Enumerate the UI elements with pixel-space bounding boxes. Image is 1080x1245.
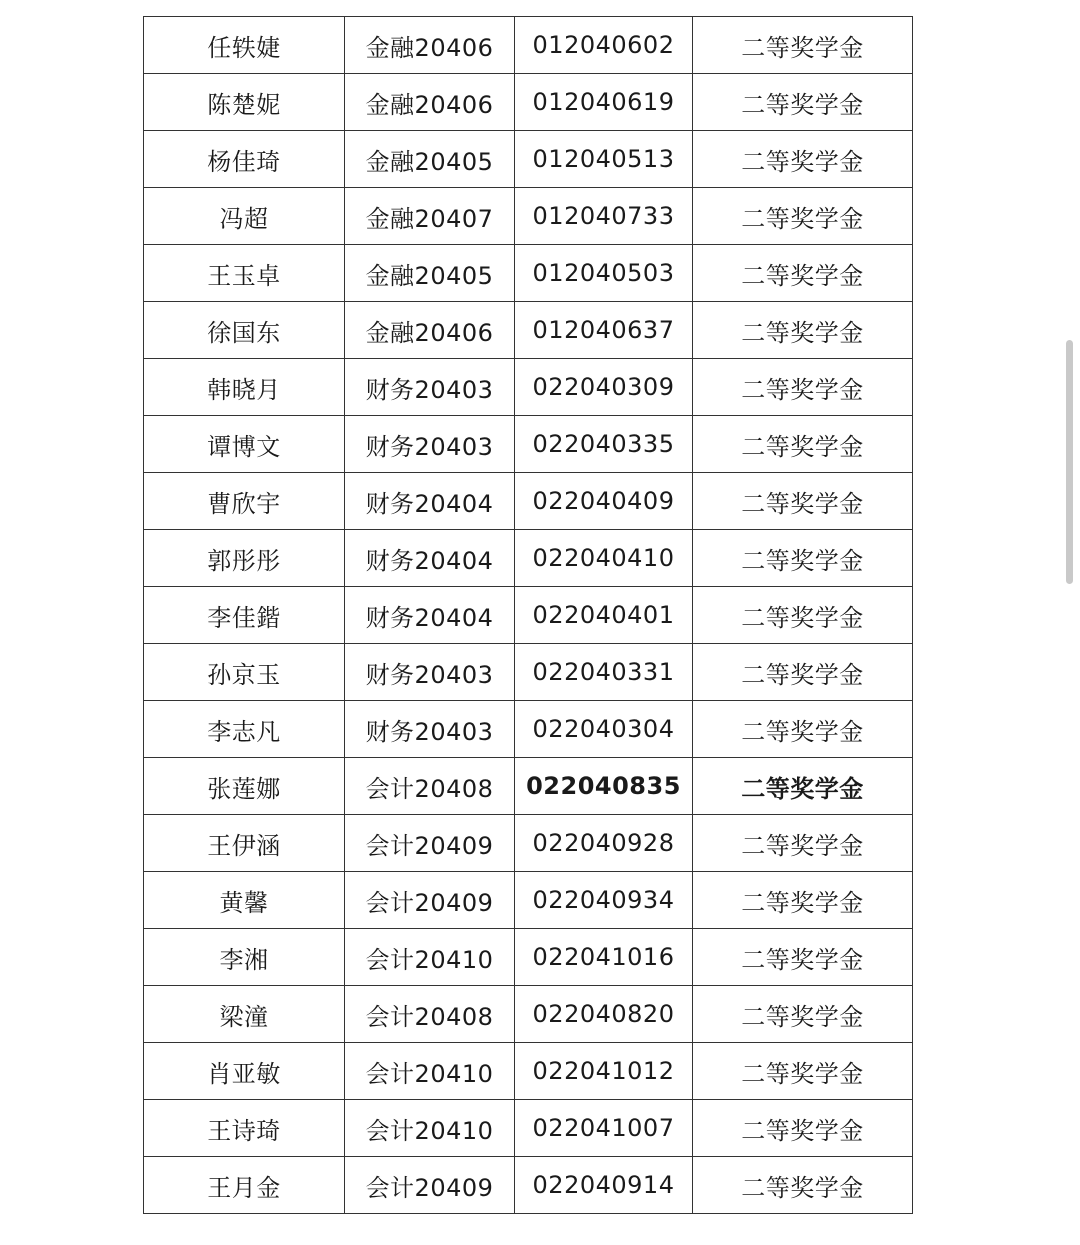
award-type: 二等奖学金 — [693, 929, 913, 986]
student-id: 012040602 — [515, 17, 693, 74]
table-row — [144, 74, 913, 131]
student-name: 王伊涵 — [144, 815, 345, 872]
student-id: 022041016 — [515, 929, 693, 986]
student-name: 曹欣宇 — [144, 473, 345, 530]
table-row — [144, 1100, 913, 1157]
award-type: 二等奖学金 — [693, 131, 913, 188]
student-id: 022040401 — [515, 587, 693, 644]
table-row — [144, 359, 913, 416]
class-name: 会计20409 — [345, 872, 515, 929]
table-row — [144, 530, 913, 587]
student-id: 022040934 — [515, 872, 693, 929]
award-type: 二等奖学金 — [693, 1100, 913, 1157]
class-name: 财务20403 — [345, 416, 515, 473]
award-type: 二等奖学金 — [693, 986, 913, 1043]
award-type: 二等奖学金 — [693, 473, 913, 530]
table-row — [144, 1043, 913, 1100]
table-row — [144, 929, 913, 986]
class-name: 财务20404 — [345, 530, 515, 587]
scholarship-list — [143, 16, 912, 1214]
student-id: 022040835 — [515, 758, 693, 815]
table-row — [144, 872, 913, 929]
class-name: 会计20410 — [345, 1043, 515, 1100]
student-name: 谭博文 — [144, 416, 345, 473]
award-type: 二等奖学金 — [693, 644, 913, 701]
student-id: 022041012 — [515, 1043, 693, 1100]
table-row — [144, 986, 913, 1043]
class-name: 金融20406 — [345, 17, 515, 74]
student-name: 张莲娜 — [144, 758, 345, 815]
table-row — [144, 416, 913, 473]
student-id: 012040619 — [515, 74, 693, 131]
student-name: 韩晓月 — [144, 359, 345, 416]
student-name: 李湘 — [144, 929, 345, 986]
table-row — [144, 131, 913, 188]
class-name: 金融20406 — [345, 74, 515, 131]
student-id: 022040309 — [515, 359, 693, 416]
student-name: 梁潼 — [144, 986, 345, 1043]
student-name: 王月金 — [144, 1157, 345, 1214]
student-name: 孙京玉 — [144, 644, 345, 701]
class-name: 金融20405 — [345, 131, 515, 188]
class-name: 财务20403 — [345, 701, 515, 758]
vertical-scrollbar[interactable] — [1064, 0, 1074, 1245]
award-type: 二等奖学金 — [693, 302, 913, 359]
table-row — [144, 815, 913, 872]
class-name: 财务20403 — [345, 359, 515, 416]
award-type: 二等奖学金 — [693, 17, 913, 74]
table-row — [144, 473, 913, 530]
award-type: 二等奖学金 — [693, 1043, 913, 1100]
award-type: 二等奖学金 — [693, 74, 913, 131]
table-row — [144, 758, 913, 815]
student-name: 黄馨 — [144, 872, 345, 929]
student-id: 022040410 — [515, 530, 693, 587]
student-name: 肖亚敏 — [144, 1043, 345, 1100]
table-row — [144, 701, 913, 758]
student-id: 012040733 — [515, 188, 693, 245]
student-name: 郭彤彤 — [144, 530, 345, 587]
student-id: 022040409 — [515, 473, 693, 530]
student-name: 陈楚妮 — [144, 74, 345, 131]
student-id: 022040335 — [515, 416, 693, 473]
table-row — [144, 17, 913, 74]
award-type: 二等奖学金 — [693, 359, 913, 416]
student-id: 022040820 — [515, 986, 693, 1043]
table-row — [144, 587, 913, 644]
class-name: 金融20405 — [345, 245, 515, 302]
student-id: 022040928 — [515, 815, 693, 872]
student-name: 王诗琦 — [144, 1100, 345, 1157]
class-name: 会计20409 — [345, 1157, 515, 1214]
award-type: 二等奖学金 — [693, 416, 913, 473]
class-name: 财务20404 — [345, 473, 515, 530]
award-type: 二等奖学金 — [693, 188, 913, 245]
student-name: 任轶婕 — [144, 17, 345, 74]
student-name: 杨佳琦 — [144, 131, 345, 188]
student-name: 王玉卓 — [144, 245, 345, 302]
award-type: 二等奖学金 — [693, 872, 913, 929]
class-name: 会计20408 — [345, 758, 515, 815]
student-name: 冯超 — [144, 188, 345, 245]
student-name: 李佳鍇 — [144, 587, 345, 644]
table-row — [144, 302, 913, 359]
student-name: 李志凡 — [144, 701, 345, 758]
student-id: 012040637 — [515, 302, 693, 359]
class-name: 会计20410 — [345, 1100, 515, 1157]
award-type: 二等奖学金 — [693, 245, 913, 302]
student-name: 徐国东 — [144, 302, 345, 359]
class-name: 会计20410 — [345, 929, 515, 986]
class-name: 会计20408 — [345, 986, 515, 1043]
class-name: 财务20404 — [345, 587, 515, 644]
student-id: 022041007 — [515, 1100, 693, 1157]
table-row — [144, 644, 913, 701]
table-row — [144, 245, 913, 302]
student-id: 022040914 — [515, 1157, 693, 1214]
award-type: 二等奖学金 — [693, 1157, 913, 1214]
scrollbar-thumb[interactable] — [1066, 340, 1073, 584]
award-type: 二等奖学金 — [693, 815, 913, 872]
award-type: 二等奖学金 — [693, 530, 913, 587]
class-name: 财务20403 — [345, 644, 515, 701]
class-name: 金融20406 — [345, 302, 515, 359]
award-type: 二等奖学金 — [693, 587, 913, 644]
student-id: 022040331 — [515, 644, 693, 701]
student-id: 012040503 — [515, 245, 693, 302]
table-row — [144, 1157, 913, 1214]
award-type: 二等奖学金 — [693, 701, 913, 758]
class-name: 金融20407 — [345, 188, 515, 245]
class-name: 会计20409 — [345, 815, 515, 872]
student-id: 012040513 — [515, 131, 693, 188]
table-row — [144, 188, 913, 245]
scholarship-table — [143, 16, 913, 1214]
award-type: 二等奖学金 — [693, 758, 913, 815]
student-id: 022040304 — [515, 701, 693, 758]
